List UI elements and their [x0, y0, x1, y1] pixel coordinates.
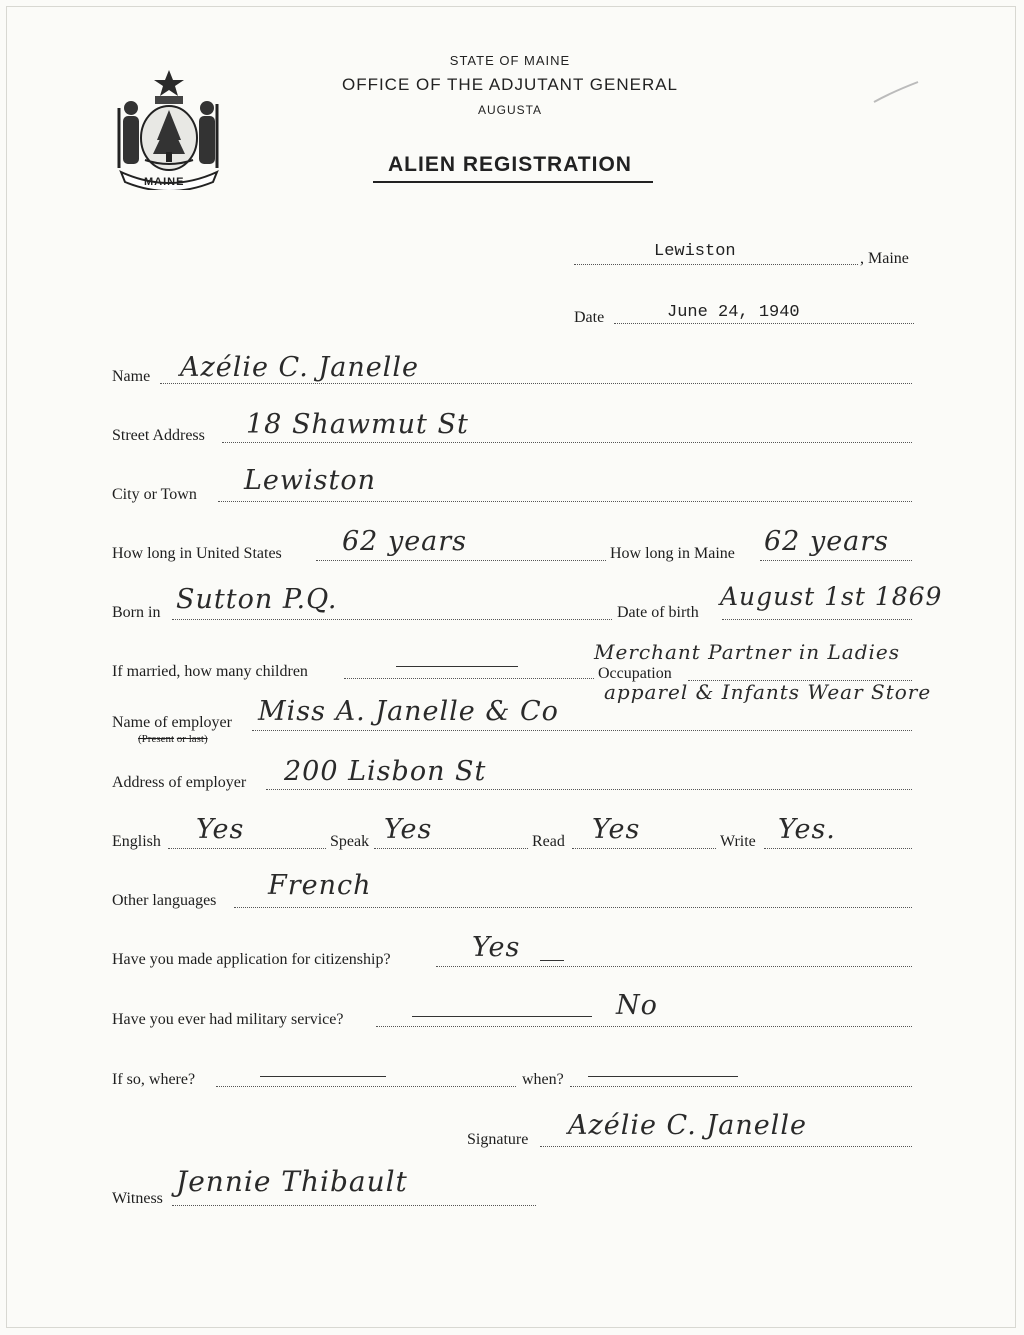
occupation-value-line1: Merchant Partner in Ladies — [594, 640, 901, 664]
children-label: If married, how many children — [112, 663, 308, 680]
where-label: If so, where? — [112, 1071, 196, 1088]
title-underline — [373, 181, 653, 183]
header-city: AUGUSTA — [477, 103, 543, 117]
maine-years-value: 62 years — [764, 526, 890, 557]
where-dash — [260, 1076, 386, 1077]
city-label: City or Town — [112, 486, 197, 503]
born-in-value: Sutton P.Q. — [176, 584, 338, 615]
military-value: No — [616, 990, 658, 1021]
page-title: ALIEN REGISTRATION — [388, 153, 632, 176]
header-state: STATE OF MAINE — [449, 53, 571, 68]
other-languages-label: Other languages — [112, 892, 217, 909]
read-value: Yes — [592, 814, 641, 845]
citizenship-label: Have you made application for citizenship? — [112, 951, 391, 968]
military-label: Have you ever had military service? — [112, 1011, 344, 1028]
write-label: Write — [720, 833, 756, 850]
military-dash — [412, 1016, 592, 1017]
signature-value: Azélie C. Janelle — [568, 1110, 807, 1141]
employer-address-value: 200 Lisbon St — [284, 756, 487, 787]
employer-address-label: Address of employer — [112, 774, 247, 791]
occupation-value-line2: apparel & Infants Wear Store — [604, 680, 932, 704]
place-value: Lewiston — [654, 242, 736, 261]
occupation-label: Occupation — [598, 665, 672, 682]
when-label: when? — [522, 1071, 564, 1088]
street-label: Street Address — [112, 427, 205, 444]
maine-years-label: How long in Maine — [610, 545, 735, 562]
date-value: June 24, 1940 — [667, 303, 800, 322]
born-in-label: Born in — [112, 604, 161, 621]
when-dash — [588, 1076, 738, 1077]
employer-sublabel-present: (Present — [138, 733, 175, 745]
citizenship-value: Yes — [472, 932, 521, 963]
city-value: Lewiston — [244, 465, 377, 496]
header-office: OFFICE OF THE ADJUTANT GENERAL — [341, 75, 679, 94]
english-value: Yes — [196, 814, 245, 845]
speak-value: Yes — [384, 814, 433, 845]
witness-value: Jennie Thibault — [176, 1165, 408, 1198]
us-years-value: 62 years — [342, 526, 468, 557]
seal-motto-text: MAINE — [144, 176, 185, 188]
state-of-maine-seal-icon — [113, 68, 225, 190]
employer-sublabel — [138, 733, 208, 745]
english-label: English — [112, 833, 161, 850]
name-value: Azélie C. Janelle — [180, 352, 419, 383]
us-years-label: How long in United States — [112, 545, 282, 562]
children-dash — [396, 666, 518, 667]
employer-label: Name of employer — [112, 714, 232, 731]
employer-value: Miss A. Janelle & Co — [258, 696, 559, 727]
other-languages-value: French — [268, 870, 372, 901]
witness-label: Witness — [112, 1190, 163, 1207]
name-label: Name — [112, 368, 151, 385]
place-suffix: , Maine — [860, 250, 909, 267]
date-label: Date — [574, 309, 605, 326]
employer-sublabel-or-last: or last) — [176, 733, 208, 745]
write-value: Yes. — [778, 814, 836, 845]
check-mark-icon — [872, 80, 922, 106]
dob-value: August 1st 1869 — [720, 582, 943, 611]
read-label: Read — [532, 833, 565, 850]
signature-label: Signature — [467, 1131, 529, 1148]
speak-label: Speak — [330, 833, 370, 850]
street-value: 18 Shawmut St — [246, 409, 469, 440]
dob-label: Date of birth — [617, 604, 699, 621]
